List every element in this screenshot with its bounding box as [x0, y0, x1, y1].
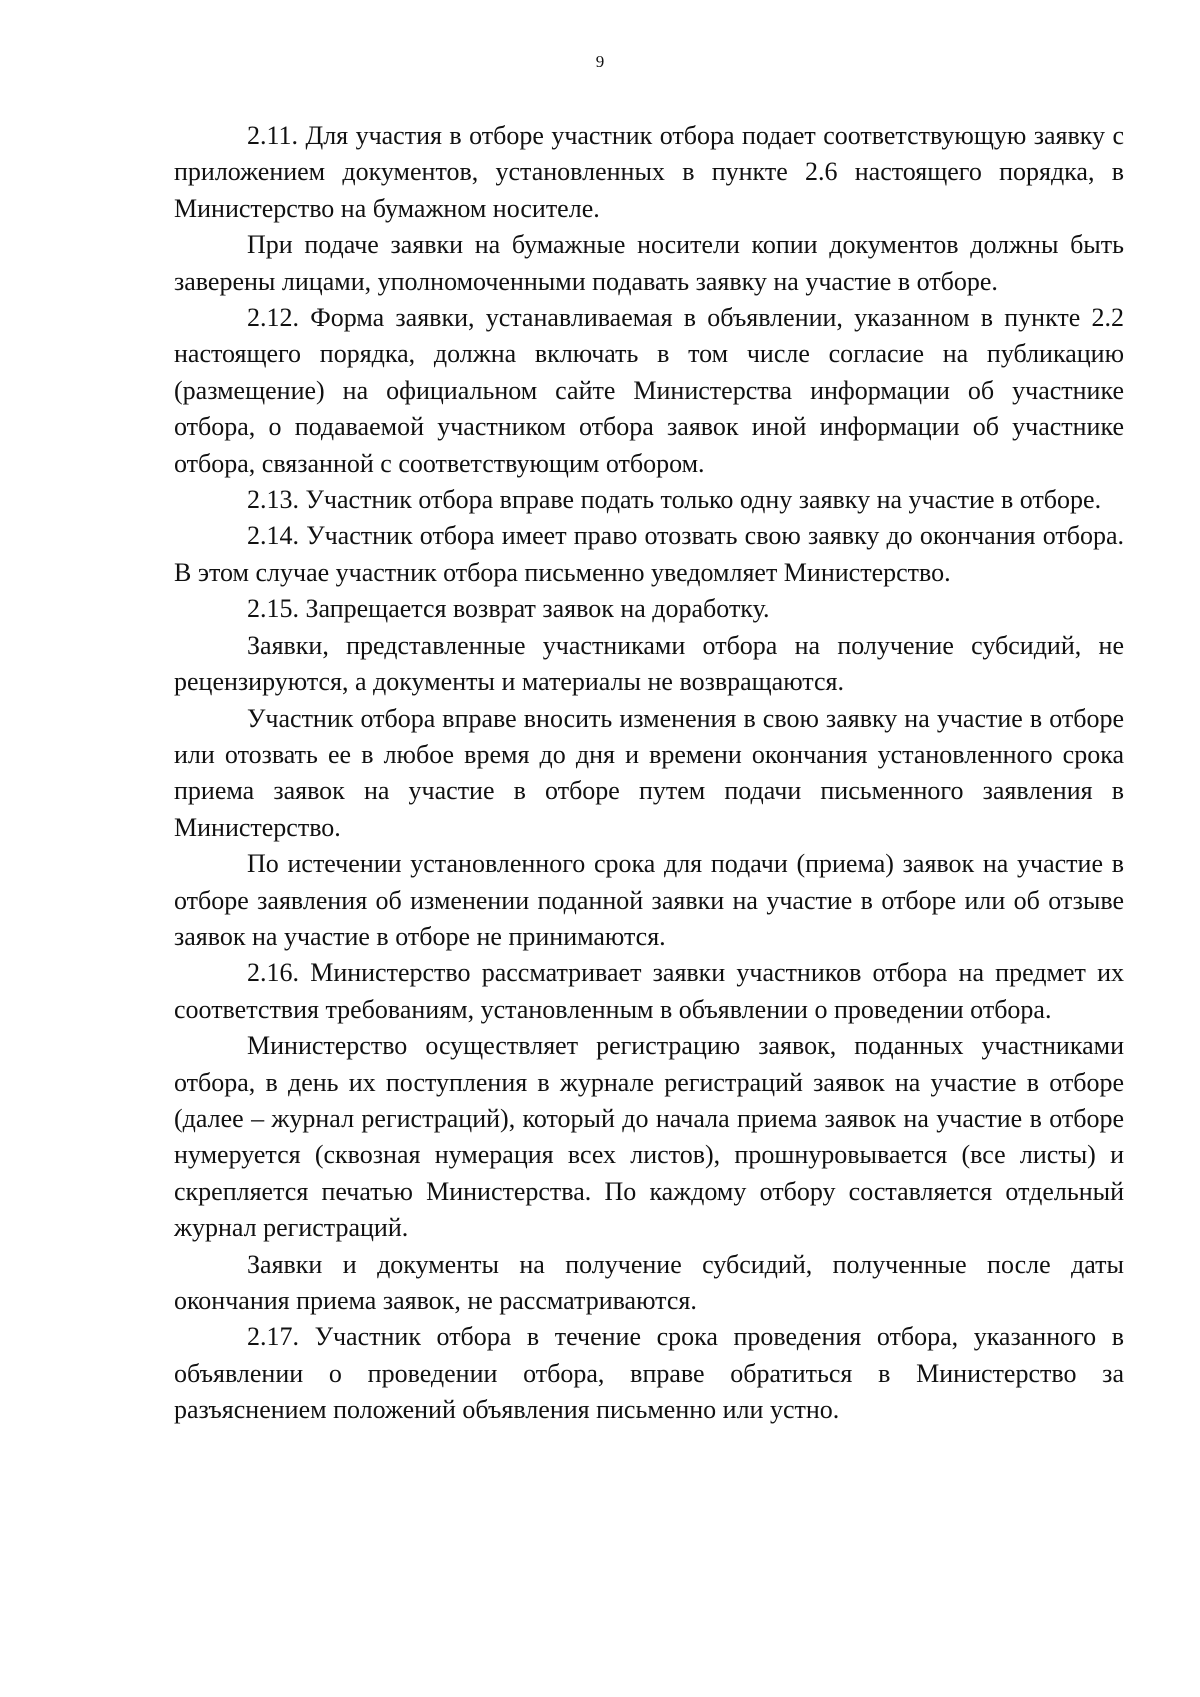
paragraph-2-14: 2.14. Участник отбора имеет право отозвать свою заявку до окончания отбора. В этом случае участник отбора письменно уведомляет Министерство.: [174, 521, 1124, 587]
document-body: [174, 118, 1124, 1429]
paragraph-after-deadline: По истечении установленного срока для подачи (приема) заявок на участие в отборе заявления об изменении поданной заявки на участие в отборе или об отзыве заявок на участие в отборе не принимаются.: [174, 849, 1124, 951]
paragraph-2-12: 2.12. Форма заявки, устанавливаемая в объявлении, указанном в пункте 2.2 настоящего порядка, должна включать в том числе согласие на публикацию (размещение) на официальном сайте Министерства информации об участнике отбора, о подаваемой участником отбора заявок иной информации об участнике отбора, связанной с соответствующим отбором.: [174, 303, 1124, 478]
paragraph-2-13: 2.13. Участник отбора вправе подать только одну заявку на участие в отборе.: [247, 485, 1102, 515]
paragraph-registration-journal: Министерство осуществляет регистрацию заявок, поданных участниками отбора, в день их поступления в журнале регистраций заявок на участие в отборе (далее – журнал регистраций), который до начала приема заявок на участие в отборе нумеруется (сквозная нумерация всех листов), прошнуровывается (все листы) и скрепляется печатью Министерства. По каждому отбору составляется отдельный журнал регистраций.: [174, 1031, 1124, 1243]
paragraph-applications-not-reviewed: Заявки, представленные участниками отбора на получение субсидий, не рецензируются, а документы и материалы не возвращаются.: [174, 630, 1124, 697]
paragraph-changes-to-application: Участник отбора вправе вносить изменения в свою заявку на участие в отборе или отозвать ее в любое время до дня и времени окончания установленного срока приема заявок на участие в отборе путем подачи письменного заявления в Министерство.: [174, 703, 1124, 842]
paragraph-late-applications: Заявки и документы на получение субсидий, полученные после даты окончания приема заявок, не рассматриваются.: [174, 1249, 1124, 1315]
paragraph-2-16: 2.16. Министерство рассматривает заявки участников отбора на предмет их соответствия требованиям, установленным в объявлении о проведении отбора.: [174, 958, 1124, 1024]
paragraph-2-17: 2.17. Участник отбора в течение срока проведения отбора, указанного в объявлении о проведении отбора, вправе обратиться в Министерство за разъяснением положений объявления письменно или устно.: [174, 1322, 1124, 1425]
paragraph-2-15: 2.15. Запрещается возврат заявок на доработку.: [247, 594, 770, 624]
page-number: 9: [595, 52, 605, 71]
paragraph-2-11: 2.11. Для участия в отборе участник отбора подает соответствующую заявку с приложением документов, установленных в пункте 2.6 настоящего порядка, в Министерство на бумажном носителе.: [174, 121, 1124, 223]
paragraph-copies-certification: При подаче заявки на бумажные носители копии документов должны быть заверены лицами, уполномоченными подавать заявку на участие в отборе.: [174, 230, 1124, 296]
